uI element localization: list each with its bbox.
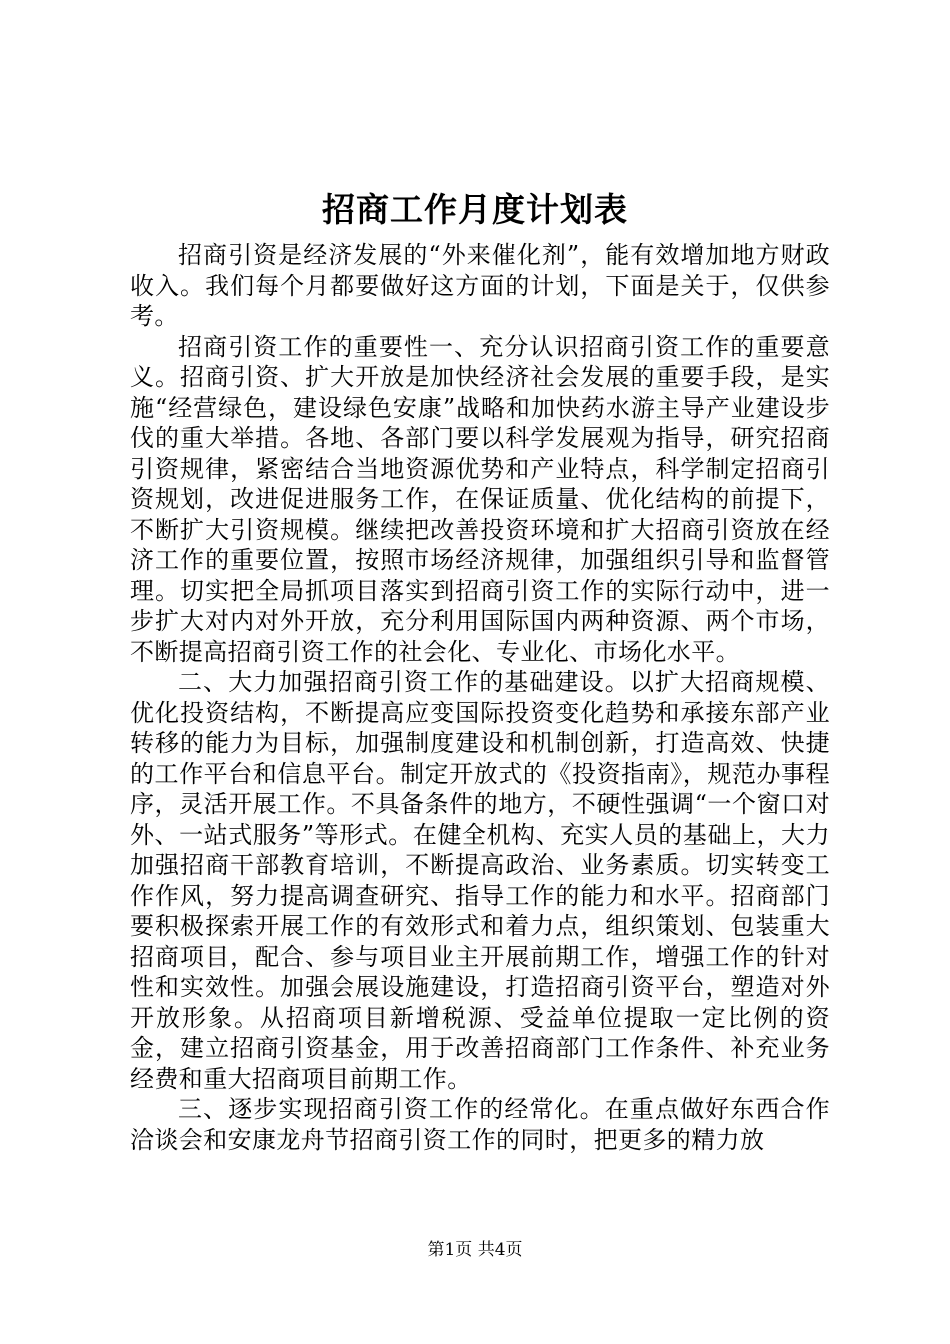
document-title: 招商工作月度计划表: [322, 190, 628, 229]
page-number-indicator: 第1页 共4页: [427, 1240, 523, 1260]
paragraph-section-1: 招商引资工作的重要性一、充分认识招商引资工作的重要意义。招商引资、扩大开放是加快经济社会发展的重要手段，是实施“经营绿色，建设绿色安康”战略和加快药水游主导产业建设步伐的重大举措。各地、各部门要以科学发展观为指导，研究招商引资规律，紧密结合当地资源优势和产业特点，科学制定招商引资规划，改进促进服务工作，在保证质量、优化结构的前提下，不断扩大引资规模。继续把改善投资环境和扩大招商引资放在经济工作的重要位置，按照市场经济规律，加强组织引导和监督管理。切实把全局抓项目落实到招商引资工作的实际行动中，进一步扩大对内对外开放，充分利用国际国内两种资源、两个市场，不断提高招商引资工作的社会化、专业化、市场化水平。: [130, 332, 830, 666]
paragraph-section-2: 二、大力加强招商引资工作的基础建设。以扩大招商规模、优化投资结构，不断提高应变国际投资变化趋势和承接东部产业转移的能力为目标，加强制度建设和机制创新，打造高效、快捷的工作平台和信息平台。制定开放式的《投资指南》，规范办事程序，灵活开展工作。不具备条件的地方，不硬性强调“一个窗口对外、一站式服务”等形式。在健全机构、充实人员的基础上，大力加强招商干部教育培训，不断提高政治、业务素质。切实转变工作作风，努力提高调查研究、指导工作的能力和水平。招商部门要积极探索开展工作的有效形式和着力点，组织策划、包装重大招商项目，配合、参与项目业主开展前期工作，增强工作的针对性和实效性。加强会展设施建设，打造招商引资平台，塑造对外开放形象。从招商项目新增税源、受益单位提取一定比例的资金，建立招商引资基金，用于改善招商部门工作条件、补充业务经费和重大招商项目前期工作。: [130, 668, 830, 1093]
paragraph-intro: 招商引资是经济发展的“外来催化剂”，能有效增加地方财政收入。我们每个月都要做好这方面的计划，下面是关于，仅供参考。: [130, 241, 830, 330]
page-footer: [0, 1238, 950, 1262]
paragraph-section-3: 三、逐步实现招商引资工作的经常化。在重点做好东西合作洽谈会和安康龙舟节招商引资工作的同时，把更多的精力放: [130, 1095, 830, 1154]
document-body: [130, 240, 830, 1155]
